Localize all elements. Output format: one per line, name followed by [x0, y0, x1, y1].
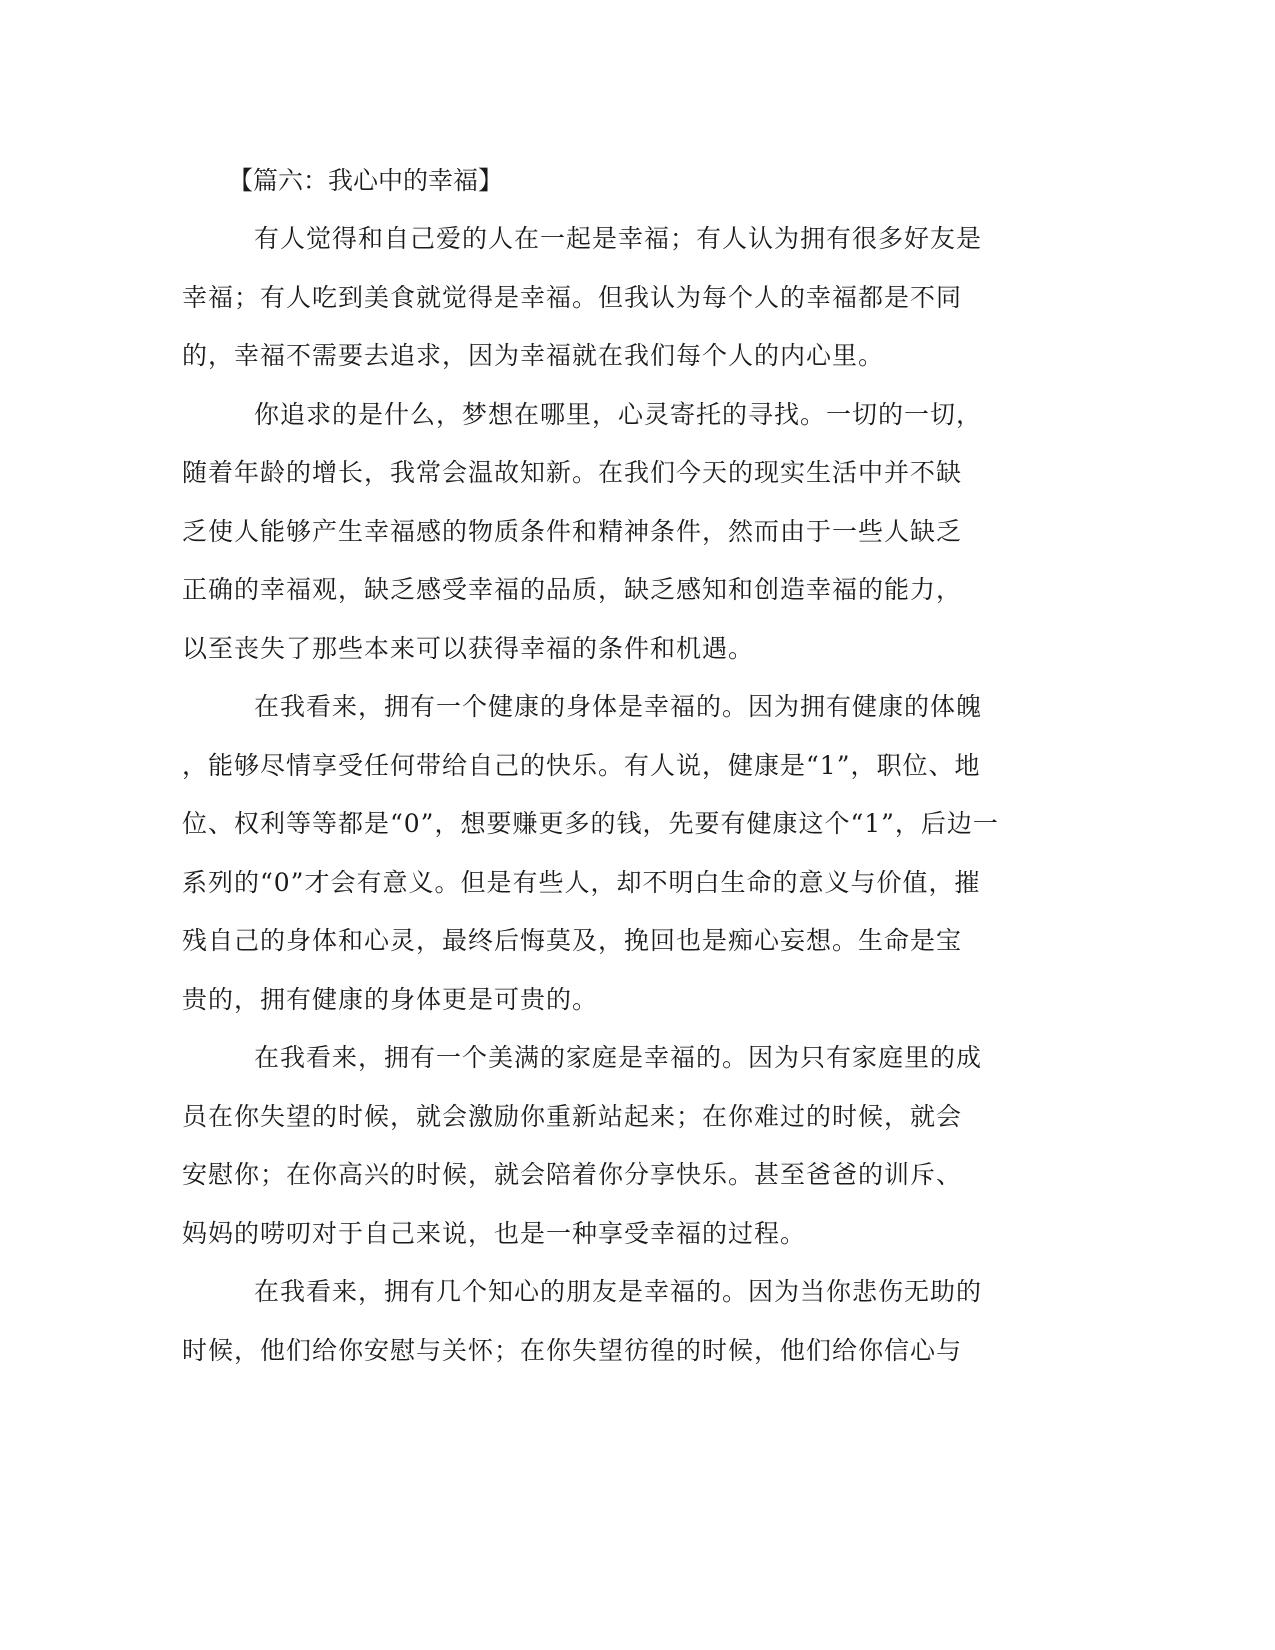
text-line: 你追求的是什么，梦想在哪里，心灵寄托的寻找。一切的一切， [254, 399, 983, 429]
paragraph-3 [182, 678, 1042, 1029]
text-line: ，能够尽情享受任何带给自己的快乐。有人说，健康是“1”，职位、地 [182, 750, 981, 780]
text-line: 位、权利等等都是“0”，想要赚更多的钱，先要有健康这个“1”，后边一 [182, 809, 999, 838]
text-line: 以至丧失了那些本来可以获得幸福的条件和机遇。 [182, 633, 755, 663]
text-line: 时候，他们给你安慰与关怀；在你失望彷徨的时候，他们给你信心与 [182, 1335, 963, 1365]
section-heading: 【篇六：我心中的幸福】 [228, 166, 504, 195]
text-line: 贵的，拥有健康的身体更是可贵的。 [182, 984, 599, 1014]
text-line: 在我看来，拥有一个美满的家庭是幸福的。因为只有家庭里的成 [254, 1043, 983, 1072]
text-line: 有人觉得和自己爱的人在一起是幸福；有人认为拥有很多好友是 [254, 224, 983, 253]
text-line: 乏使人能够产生幸福感的物质条件和精神条件，然而由于一些人缺乏 [182, 516, 963, 546]
text-line: 的，幸福不需要去追求，因为幸福就在我们每个人的内心里。 [182, 341, 885, 370]
paragraph-2 [182, 386, 1042, 679]
paragraph-5 [182, 1263, 1042, 1380]
text-line: 在我看来，拥有一个健康的身体是幸福的。因为拥有健康的体魄 [254, 692, 983, 721]
document-body [182, 152, 1042, 1380]
paragraph-1 [182, 210, 1042, 386]
text-line: 妈妈的唠叨对于自己来说，也是一种享受幸福的过程。 [182, 1218, 807, 1248]
text-line: 残自己的身体和心灵，最终后悔莫及，挽回也是痴心妄想。生命是宝 [182, 926, 963, 955]
text-line: 员在你失望的时候，就会激励你重新站起来；在你难过的时候，就会 [182, 1101, 963, 1131]
text-line: 幸福；有人吃到美食就觉得是幸福。但我认为每个人的幸福都是不同 [182, 282, 963, 312]
text-line: 在我看来，拥有几个知心的朋友是幸福的。因为当你悲伤无助的 [254, 1277, 983, 1306]
text-line: 安慰你；在你高兴的时候，就会陪着你分享快乐。甚至爸爸的训斥、 [182, 1160, 963, 1189]
text-line: 随着年龄的增长，我常会温故知新。在我们今天的现实生活中并不缺 [182, 458, 963, 487]
text-line: 正确的幸福观，缺乏感受幸福的品质，缺乏感知和创造幸福的能力， [182, 575, 963, 604]
text-line: 系列的“0”才会有意义。但是有些人，却不明白生命的意义与价值，摧 [182, 867, 981, 897]
paragraph-4 [182, 1029, 1042, 1263]
